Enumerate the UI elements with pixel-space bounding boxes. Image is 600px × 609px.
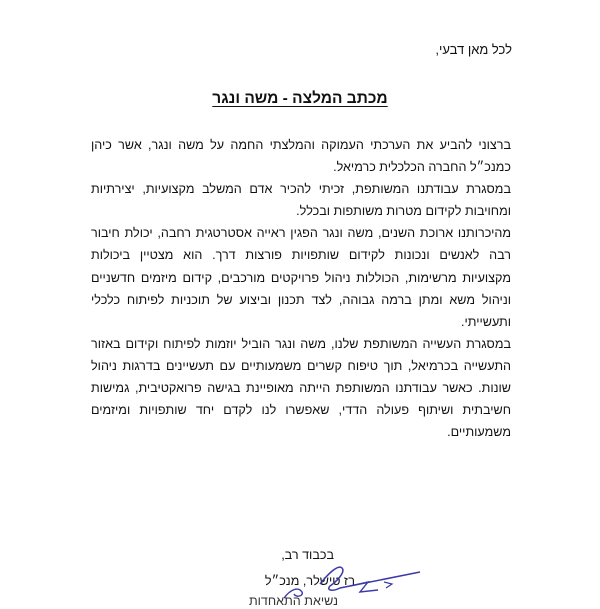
body-line: התעשייה בכרמיאל, תוך טיפוח קשרים משמעותיים עם תעשיינים בדרגות ניהול	[91, 358, 511, 373]
body-line: מקצועיות מרשימות, הכוללות ניהול פרויקטים מורכבים, קידום מיזמים חדשניים	[91, 270, 511, 285]
body-line: משמעותיים.	[447, 425, 511, 440]
body-line: במסגרת העשייה המשותפת שלנו, משה ונגר הוביל יוזמות לפיתוח וקידום באזור	[91, 336, 511, 351]
body-line: וניהול משא ומתן ברמה גבוהה, לצד תכנון וביצוע של תוכניות לפיתוח כלכלי	[91, 292, 511, 307]
signer-name: רז טישלר, מנכ״ל	[264, 574, 355, 588]
greeting: לכל מאן דבעי,	[435, 42, 512, 57]
body-line: ותעשייתי.	[460, 314, 511, 329]
body-line: מהיכרותנו ארוכת השנים, משה ונגר הפגין ראייה אסטרטגית רחבה, יכולת חיבור	[91, 226, 511, 241]
closing-salutation: בכבוד רב,	[281, 548, 334, 562]
letter-title: מכתב המלצה - משה ונגר	[212, 90, 388, 107]
body-line: במסגרת עבודתנו המשותפת, זכיתי להכיר אדם המשלב מקצועיות, יצירתיות	[91, 182, 511, 197]
body-line: חשיבתית ושיתוף פעולה הדדי, שאפשרו לנו לקדם יחד שותפויות ומיזמים	[91, 403, 511, 418]
body-line: ומחויבות לקידום מטרות משותפות ובכלל.	[296, 204, 511, 219]
body-line: כמנכ״ל החברה הכלכלית כרמיאל.	[333, 160, 511, 175]
body-line: רבה לאנשים ונכונות לקידום שותפויות פורצות דרך. הוא מצטיין ביכולות	[91, 248, 511, 263]
signer-title: נשיאת התאחדות	[248, 594, 338, 608]
body-line: ברצוני להביע את הערכתי העמוקה והמלצתי החמה על משה ונגר, אשר כיהן	[91, 138, 511, 152]
letter-body	[91, 134, 511, 443]
signature-icon	[280, 560, 425, 600]
body-line: שונות. כאשר עבודתנו המשותפת הייתה מאופיינת בגישה פרואקטיבית, גמישות	[91, 381, 511, 396]
